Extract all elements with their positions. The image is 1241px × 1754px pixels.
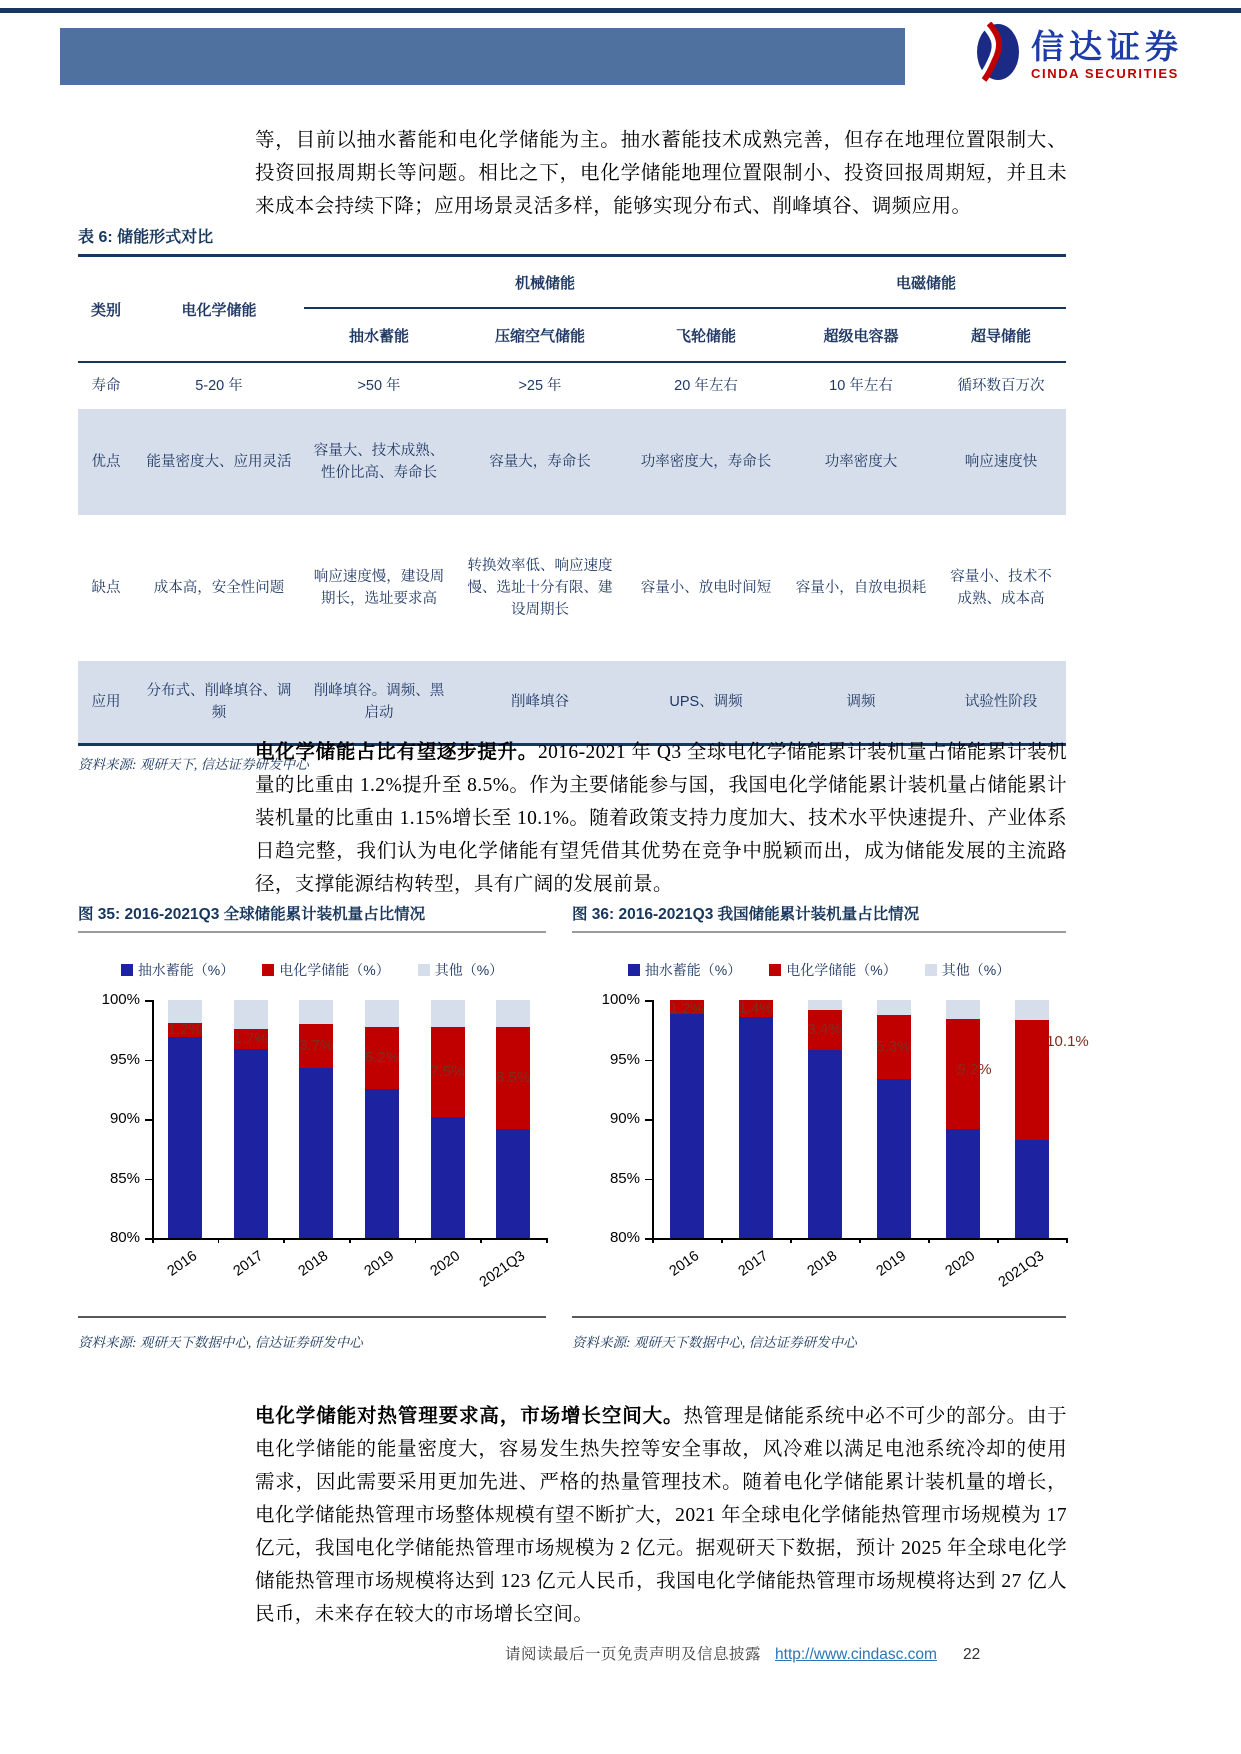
x-tick-mark [997, 1238, 999, 1243]
bar-segment-pumped [234, 1049, 268, 1238]
y-tick-mark [645, 1179, 652, 1181]
legend-label: 电化学储能（%） [786, 962, 897, 978]
figure-36-china-storage-chart [572, 898, 1089, 1368]
x-tick-mark [349, 1238, 351, 1243]
bar-segment-pumped [168, 1037, 202, 1238]
paragraph-text: 2016-2021 年 Q3 全球电化学储能累计装机量占储能累计装机量的比重由 1.2%提升至 8.5%。作为主要储能参与国，我国电化学储能累计装机量占储能累计装机量的比重由 1.15%增长至 10.1%。随着政策支持力度加大、技术水平快速提升、产业体系日趋完整，我们认为电化学储能有望凭借其优势在竞争中脱颖而出，成为储能发展的主流路径，支撑能源结构转型，具有广阔的发展前景。 [255, 741, 1067, 895]
page-number: 22 [962, 1646, 981, 1663]
y-tick-mark [645, 1000, 652, 1002]
body-paragraph-3 [255, 1400, 1067, 1631]
x-tick-mark [480, 1238, 482, 1243]
col-header-electrochemical: 电化学储能 [134, 256, 304, 363]
legend-swatch-icon [262, 964, 274, 976]
x-tick-mark [152, 1238, 154, 1243]
table-cell: 试验性阶段 [964, 694, 1038, 710]
bar-segment-pumped [946, 1129, 980, 1238]
footer-website-link[interactable]: http://www.cindasc.com [775, 1646, 937, 1663]
row-label: 缺点 [91, 580, 121, 596]
x-tick-mark [1066, 1238, 1068, 1243]
data-label: 1.2% [167, 1020, 202, 1038]
table-cell: 容量小、放电时间短 [640, 580, 772, 596]
legend-item [925, 960, 1010, 980]
page-footer [505, 1642, 980, 1664]
figure-35-global-storage-chart [78, 898, 546, 1368]
bar-segment-other [234, 1000, 268, 1029]
y-tick-mark [145, 1238, 152, 1240]
y-tick-label: 80% [609, 1229, 640, 1246]
x-axis-category-label: 2018 [295, 1248, 332, 1280]
data-label: 3.4% [807, 1020, 842, 1038]
stacked-bar-plot [572, 991, 1089, 1300]
chart-legend [78, 960, 546, 980]
y-tick-mark [145, 1060, 152, 1062]
table-row-lifetime [78, 362, 1066, 409]
data-label: 1.7% [233, 1029, 268, 1047]
paragraph-lead-bold: 电化学储能占比有望逐步提升。 [255, 741, 538, 763]
x-axis-category-label: 2016 [164, 1248, 201, 1280]
bar-segment-other [1015, 1000, 1049, 1020]
x-tick-mark [218, 1238, 220, 1243]
y-tick-label: 100% [101, 991, 140, 1008]
bar-segment-pumped [877, 1079, 911, 1238]
table-cell: 能量密度大、应用灵活 [146, 454, 292, 470]
top-divider [0, 8, 1241, 13]
bar-segment-other [431, 1000, 465, 1027]
x-tick-mark [283, 1238, 285, 1243]
table-cell: 10 年左右 [829, 378, 893, 394]
legend-swatch-icon [628, 964, 640, 976]
bar-segment-pumped [496, 1129, 530, 1238]
y-tick-mark [145, 1179, 152, 1181]
x-tick-mark [546, 1238, 548, 1243]
table-cell: 转换效率低、响应速度慢、选址十分有限、建设周期长 [467, 558, 613, 618]
data-label: 3.7% [299, 1036, 334, 1054]
x-axis-category-label: 2021Q3 [995, 1248, 1047, 1291]
legend-item [418, 960, 503, 980]
legend-swatch-icon [925, 964, 937, 976]
bar-segment-pumped [808, 1050, 842, 1238]
table-cell: 响应速度快 [964, 454, 1038, 470]
table-row-advantages [78, 409, 1066, 515]
x-tick-mark [790, 1238, 792, 1243]
x-tick-mark [859, 1238, 861, 1243]
data-label: 8.5% [496, 1068, 531, 1086]
table-cell: UPS、调频 [669, 694, 743, 710]
paragraph-text: 等，目前以抽水蓄能和电化学储能为主。抽水蓄能技术成熟完善，但存在地理位置限制大、投资回报周期长等问题。相比之下，电化学储能地理位置限制小、投资回报周期短，并且未来成本会持续下降；应用场景灵活多样，能够实现分布式、削峰填谷、调频应用。 [255, 129, 1067, 217]
table-cell: 分布式、削峰填谷、调频 [146, 683, 292, 721]
header-band [60, 28, 905, 85]
table-title: 表 6: 储能形式对比 [78, 229, 214, 246]
table-cell: 削峰填谷 [511, 694, 569, 710]
bar-segment-pumped [431, 1117, 465, 1238]
y-tick-label: 90% [109, 1110, 140, 1127]
table-cell: >50 年 [357, 378, 401, 394]
bar-segment-other [877, 1000, 911, 1015]
y-tick-mark [145, 1119, 152, 1121]
bar-segment-pumped [365, 1089, 399, 1238]
cinda-logo-icon [975, 22, 1021, 87]
y-tick-mark [145, 1000, 152, 1002]
table-source: 资料来源: 观研天下, 信达证券研发中心 [78, 757, 309, 772]
legend-swatch-icon [121, 964, 133, 976]
brand-name-cn: 信达证券 [1031, 27, 1183, 65]
figure-bottom-rule [572, 1316, 1066, 1318]
legend-item [121, 960, 234, 980]
bar-segment-other [168, 1000, 202, 1023]
figure-title-rule [572, 931, 1066, 933]
legend-label: 其他（%） [434, 962, 504, 978]
legend-item [262, 960, 389, 980]
x-tick-mark [652, 1238, 654, 1243]
sub-header-supercapacitor: 超级电容器 [786, 308, 936, 362]
x-axis-category-label: 2021Q3 [476, 1248, 529, 1291]
figure-title: 图 35: 2016-2021Q3 全球储能累计装机量占比情况 [78, 906, 426, 923]
table-cell: 调频 [846, 694, 876, 710]
table-row-applications [78, 661, 1066, 745]
legend-item [769, 960, 896, 980]
body-paragraph-2 [255, 736, 1067, 901]
data-label: 1.4% [738, 1000, 773, 1017]
legend-label: 电化学储能（%） [279, 962, 390, 978]
data-label: 1.2% [669, 1000, 704, 1017]
x-axis-category-label: 2017 [230, 1248, 266, 1280]
x-axis-category-label: 2016 [666, 1248, 702, 1280]
bar-segment-other [808, 1000, 842, 1010]
x-tick-mark [721, 1238, 723, 1243]
bar-segment-pumped [299, 1068, 333, 1238]
bar-segment-other [365, 1000, 399, 1027]
sub-header-flywheel: 飞轮储能 [626, 308, 786, 362]
footer-disclaimer: 请阅读最后一页免责声明及信息披露 [505, 1646, 762, 1663]
x-axis-category-label: 2019 [873, 1248, 909, 1280]
table-cell: 容量小、技术不成熟、成本高 [950, 569, 1052, 607]
data-label: 7.5% [430, 1062, 465, 1080]
y-tick-label: 85% [109, 1169, 140, 1187]
y-tick-mark [645, 1238, 652, 1240]
figure-bottom-rule [78, 1316, 546, 1318]
figure-title-rule [78, 931, 546, 933]
table-row-disadvantages [78, 515, 1066, 661]
table-cell: 20 年左右 [674, 378, 738, 394]
figure-source: 资料来源: 观研天下数据中心, 信达证券研发中心 [572, 1335, 857, 1350]
data-label: 10.1% [1046, 1033, 1089, 1051]
figures-row [78, 898, 1089, 1368]
bar-segment-other [299, 1000, 333, 1024]
x-axis-category-label: 2018 [804, 1248, 840, 1280]
bar-segment-pumped [739, 1017, 773, 1238]
y-tick-label: 95% [109, 1050, 140, 1068]
figure-source: 资料来源: 观研天下数据中心, 信达证券研发中心 [78, 1335, 363, 1350]
y-axis-line [652, 1000, 654, 1238]
legend-swatch-icon [769, 964, 781, 976]
bar-segment-other [946, 1000, 980, 1019]
legend-label: 其他（%） [941, 962, 1011, 978]
legend-swatch-icon [418, 964, 430, 976]
table-cell: 削峰填谷。调频、黑启动 [313, 683, 445, 721]
y-tick-mark [645, 1119, 652, 1121]
bar-segment-pumped [670, 1014, 704, 1238]
x-axis-category-label: 2017 [735, 1248, 771, 1280]
legend-item [628, 960, 741, 980]
x-tick-mark [928, 1238, 930, 1243]
table-cell: 功率密度大，寿命长 [640, 454, 772, 470]
stacked-bar-plot [78, 991, 546, 1300]
bar-segment-other [496, 1000, 530, 1027]
row-label: 应用 [91, 694, 121, 710]
group-header-mechanical: 机械储能 [304, 256, 786, 309]
table-cell: 功率密度大 [824, 454, 898, 470]
x-axis-category-label: 2020 [942, 1248, 978, 1280]
row-label: 寿命 [91, 378, 121, 394]
data-label: 9.2% [957, 1060, 992, 1078]
paragraph-lead-bold: 电化学储能对热管理要求高，市场增长空间大。 [255, 1405, 684, 1427]
figure-title: 图 36: 2016-2021Q3 我国储能累计装机量占比情况 [572, 906, 920, 923]
row-label: 优点 [91, 454, 121, 470]
table-cell: 容量大、技术成熟、性价比高、寿命长 [313, 443, 445, 481]
y-tick-mark [645, 1060, 652, 1062]
table-cell: 5-20 年 [195, 378, 243, 394]
legend-label: 抽水蓄能（%） [644, 962, 742, 978]
y-tick-label: 85% [609, 1169, 640, 1187]
y-tick-label: 95% [609, 1050, 640, 1068]
x-axis-category-label: 2019 [361, 1248, 398, 1280]
x-tick-mark [415, 1238, 417, 1243]
chart-legend [572, 960, 1066, 980]
paragraph-text: 热管理是储能系统中必不可少的部分。由于电化学储能的能量密度大，容易发生热失控等安全事故，风冷难以满足电池系统冷却的使用需求，因此需要采用更加先进、严格的热量管理技术。随着电化学储能累计装机量的增长，电化学储能热管理市场整体规模有望不断扩大，2021 年全球电化学储能热管理市场规模为 17 亿元，我国电化学储能热管理市场规模为 2 亿元。据观研天下数据，预计 2025 年全球电化学储能热管理市场规模将达到 123 亿元人民币，我国电化学储能热管理市场规模将达到 27 亿人民币，未来存在较大的市场增长空间。 [255, 1405, 1067, 1625]
y-tick-label: 100% [601, 991, 640, 1008]
body-paragraph-1 [255, 124, 1067, 223]
table-cell: 成本高，安全性问题 [153, 580, 285, 596]
table-cell: 容量小，自放电损耗 [795, 580, 927, 596]
col-header-category: 类别 [78, 256, 134, 363]
brand-name-en: CINDA SECURITIES [1031, 65, 1179, 81]
y-tick-label: 90% [609, 1110, 640, 1127]
sub-header-pumped: 抽水蓄能 [304, 308, 454, 362]
data-label: 5.2% [364, 1049, 399, 1067]
storage-comparison-table [78, 254, 1066, 746]
bar-segment-pumped [1015, 1140, 1049, 1238]
table-cell: 循环数百万次 [957, 378, 1045, 394]
storage-comparison-table-block [78, 224, 1066, 787]
legend-label: 抽水蓄能（%） [137, 962, 235, 978]
table-cell: 响应速度慢，建设周期长，选址要求高 [313, 569, 445, 607]
y-tick-label: 80% [109, 1229, 140, 1246]
data-label: 5.3% [876, 1038, 911, 1055]
table-cell: >25 年 [518, 378, 562, 394]
company-logo [975, 22, 1183, 87]
sub-header-compressed-air: 压缩空气储能 [454, 308, 626, 362]
table-cell: 容量大，寿命长 [489, 454, 591, 470]
x-axis-category-label: 2020 [427, 1248, 463, 1280]
sub-header-superconducting: 超导储能 [936, 308, 1066, 362]
group-header-electromagnetic: 电磁储能 [786, 256, 1066, 309]
